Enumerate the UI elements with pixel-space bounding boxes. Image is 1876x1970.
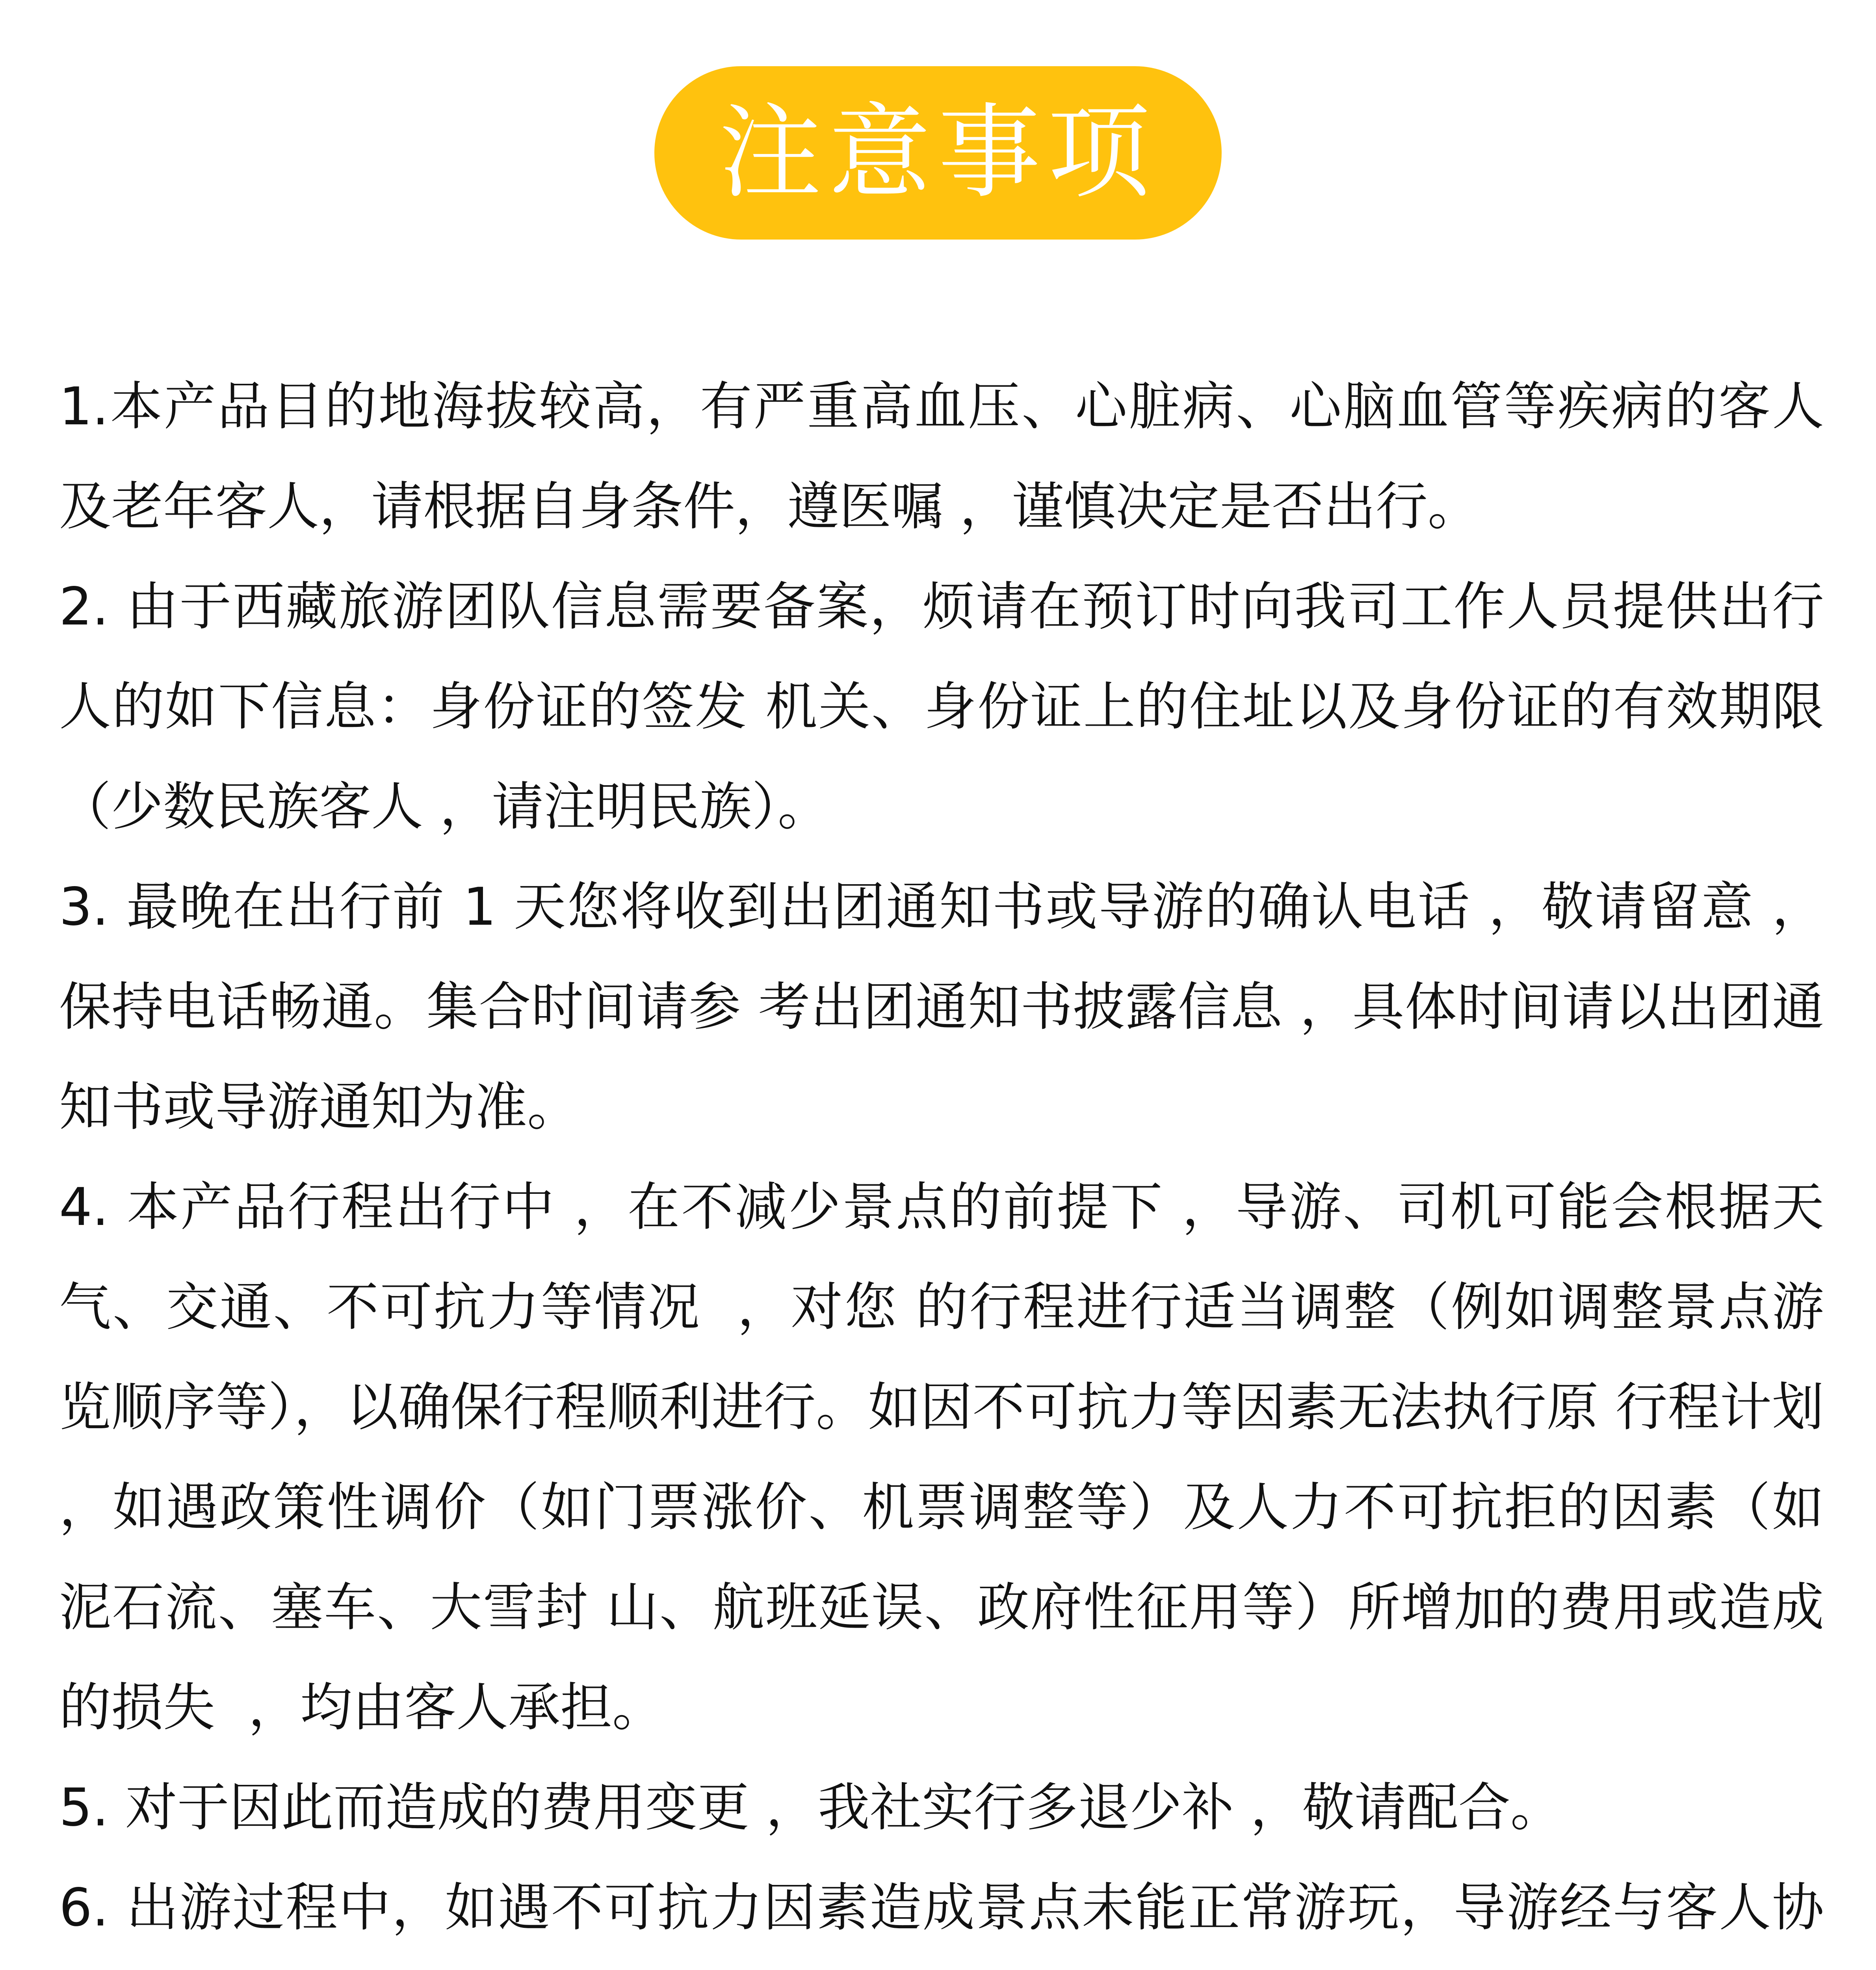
notice-item-4: 4. 本产品行程出行中 ，在不减少景点的前提下 ，导游、司机可能会根据天气、交通、不可抗力等情况 ，对您 的行程进行适当调整（例如调整景点游览顺序等），以确保行程顺利进行。如因不可抗力等因素无法执行原 行程计划 ，如遇政策性调价（如门票涨价、机票调整等）及人力不可抗拒的因素（如泥石流、塞车、大雪封 山、航班延误、政府性征用等）所增加的费用或造成的损失 ，均由客人承担。 [59, 1177, 1841, 1738]
title-pill [654, 66, 1222, 240]
page-title: 注意事项 [719, 93, 1157, 212]
notice-item-5: 5. 对于因此而造成的费用变更 ，我社实行多退少补 ，敬请配合。 [59, 1777, 1562, 1838]
notice-item-3: 3. 最晚在出行前 1 天您将收到出团通知书或导游的确认电话 ，敬请留意 ，保持电话畅通。集合时间请参 考出团通知书披露信息 ，具体时间请以出团通知书或导游通知为准。 [59, 877, 1824, 1137]
notice-item-2: 2. 由于西藏旅游团队信息需要备案，烦请在预订时向我司工作人员提供出行人的如下信息：身份证的签发 机关、身份证上的住址以及身份证的有效期限（少数民族客人 ，请注明民族）。 [59, 576, 1824, 837]
title-banner [0, 66, 1876, 240]
notice-list [59, 357, 1841, 1970]
notice-item-1: 1.本产品目的地海拔较高，有严重高血压、心脏病、心脑血管等疾病的客人及老年客人，请根据自身条件，遵医嘱 ，谨慎决定是否出行。 [59, 376, 1824, 537]
notice-item-6: 6. 出游过程中，如遇不可抗力因素造成景点未能正常游玩，导游经与客人协 [59, 1877, 1824, 1938]
